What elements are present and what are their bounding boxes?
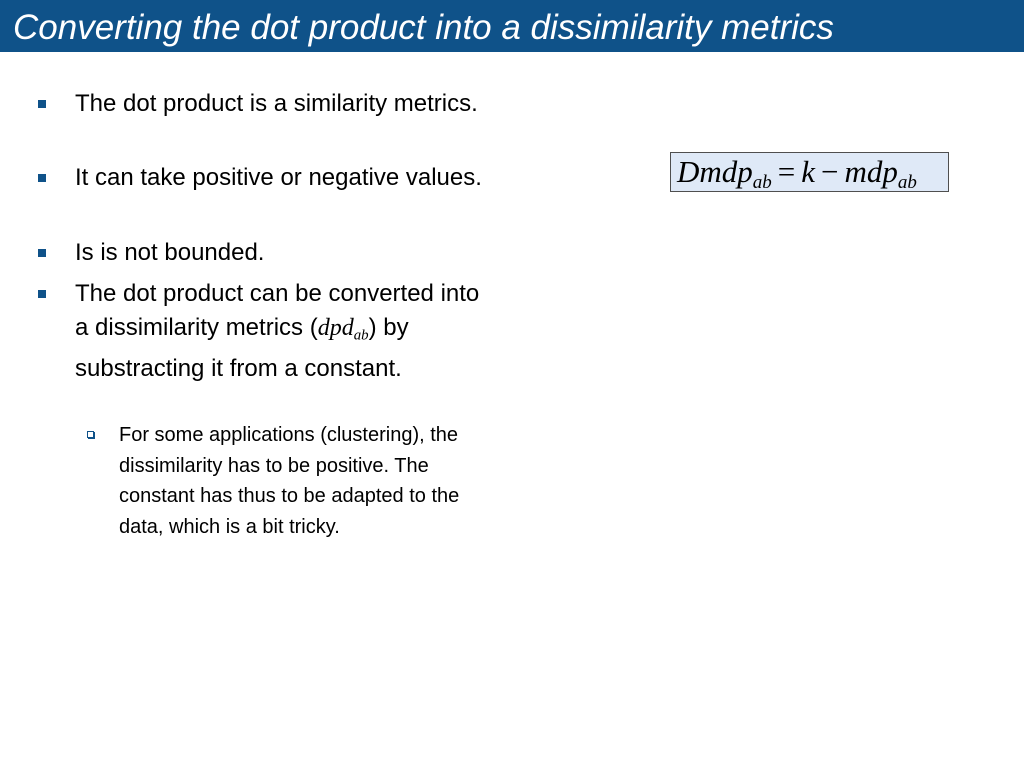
sub-bullet-text: For some applications (clustering), the dissimilarity has to be positive. The constant has thus to be adapted to the data, which is a bit tricky. [119, 424, 460, 538]
formula-box [670, 152, 949, 192]
inline-math-dpd [317, 315, 369, 344]
square-bullet-icon [38, 249, 46, 257]
formula-rhs-base: mdp [844, 154, 898, 189]
formula-lhs-base: Dmdp [677, 154, 753, 189]
hollow-square-bullet-icon [87, 431, 94, 438]
formula-minus: − [821, 154, 839, 189]
bullet-text-before: The dot product can be converted into a dissimilarity metrics ( [75, 280, 480, 341]
bullet-text: It can take positive or negative values. [75, 164, 482, 191]
formula-equals: = [777, 154, 796, 189]
bullet-item [75, 236, 495, 270]
formula-constant: k [801, 154, 816, 189]
formula-lhs [677, 154, 772, 193]
bullet-item [75, 277, 495, 386]
sub-bullet-item [119, 420, 494, 542]
bullet-item [75, 161, 495, 195]
square-bullet-icon [38, 290, 46, 298]
square-bullet-icon [38, 174, 46, 182]
formula-rhs-subscript: ab [897, 172, 917, 193]
bullet-text-after: ) by substracting it from a constant. [75, 314, 409, 383]
bullet-item [75, 87, 495, 121]
bullet-text: The dot product is a similarity metrics. [75, 90, 478, 117]
slide-title: Converting the dot product into a dissimilarity metrics [13, 8, 834, 47]
inline-math-base: dpd [317, 315, 354, 341]
bullet-text: Is is not bounded. [75, 239, 265, 266]
formula-rhs [844, 154, 917, 193]
formula-lhs-subscript: ab [752, 172, 772, 193]
square-bullet-icon [38, 100, 46, 108]
inline-math-subscript: ab [353, 327, 369, 344]
